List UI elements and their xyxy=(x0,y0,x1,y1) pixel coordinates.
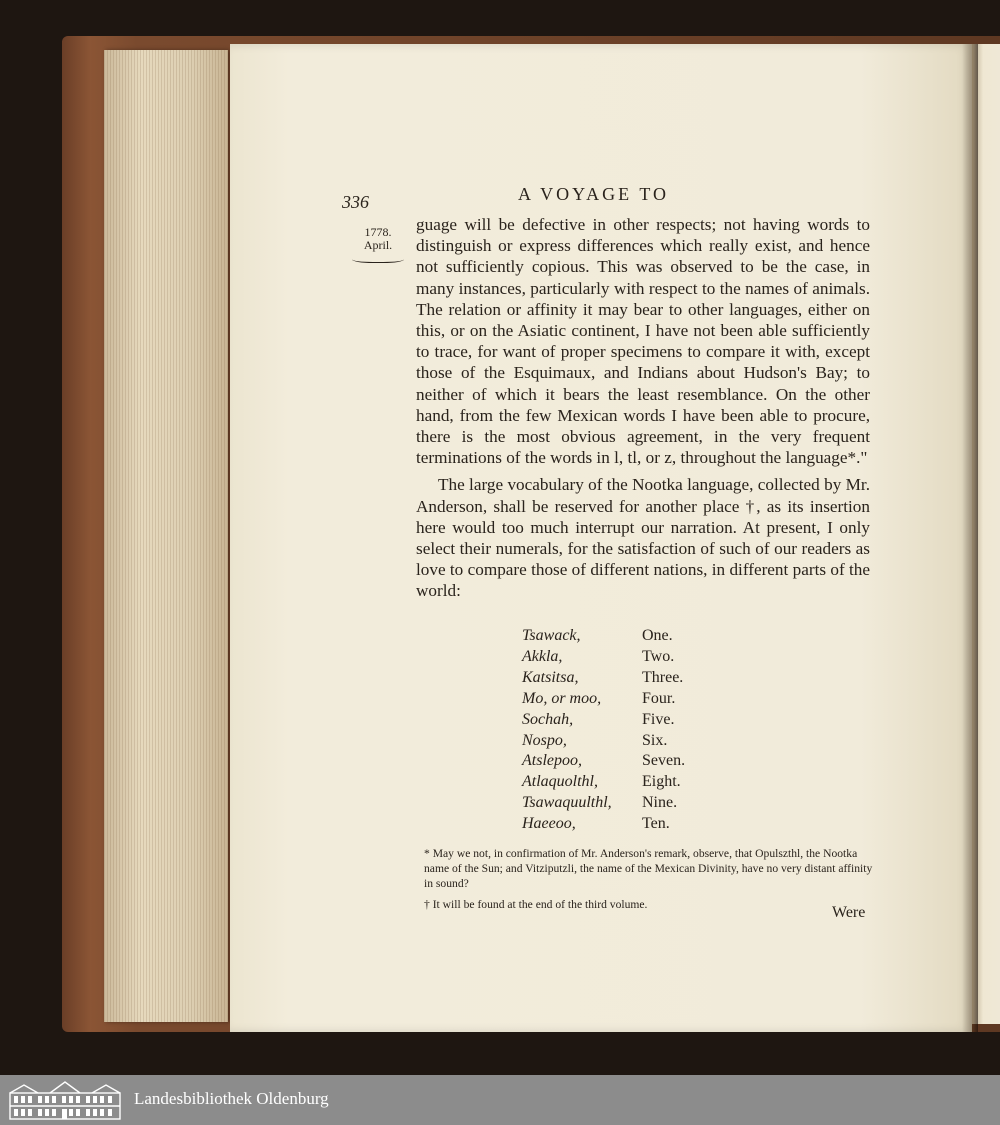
numeral-word: Nospo, xyxy=(522,731,567,749)
numeral-word: Haeeoo, xyxy=(522,815,576,833)
numeral-word: Akkla, xyxy=(522,647,563,665)
margin-note-year: 1778. xyxy=(364,225,392,239)
numeral-row xyxy=(522,814,722,835)
numeral-row xyxy=(522,731,722,752)
numeral-value: Ten. xyxy=(642,815,670,833)
library-name: Landesbibliothek Oldenburg xyxy=(134,1089,329,1108)
page-number: 336 xyxy=(342,192,369,212)
page-gutter xyxy=(962,44,978,1032)
numeral-row xyxy=(522,668,722,689)
numerals-list xyxy=(522,626,722,835)
numeral-word: Mo, or moo, xyxy=(522,689,602,707)
numeral-row xyxy=(522,647,722,668)
numeral-value: Four. xyxy=(642,689,676,707)
numeral-value: One. xyxy=(642,627,673,644)
margin-note-month: April. xyxy=(363,238,393,252)
numeral-row xyxy=(522,710,722,731)
paragraph: guage will be defective in other respects; not having words to distinguish or express differences which really exist, and hence not sufficiently copious. This was observed to be the case, in many instances, particularly with respect to the names of animals. The relation or affinity it may bear to other languages, either on this, or on the Asiatic continent, I have not been able sufficiently to trace, for want of proper specimens to compare it with, except those of the Esquimaux, and Indians about Hudson's Bay; to neither of which it bears the least resemblance. On the other hand, from the few Mexican words I have been able to procure, there is the most obvious agreement, in the very frequent terminations of the words in l, tl, or z, throughout the language*." xyxy=(416,215,870,468)
catchword: Were xyxy=(832,904,866,921)
margin-date-note xyxy=(350,226,406,263)
margin-brace-icon xyxy=(352,254,404,263)
page-edges xyxy=(104,50,228,1022)
numeral-word: Tsawaquulthl, xyxy=(522,794,612,812)
numeral-row xyxy=(522,751,722,772)
footnote: † It will be found at the end of the third volume. xyxy=(424,898,648,911)
running-head: A VOYAGE TO xyxy=(518,184,670,204)
numeral-word: Atlaquolthl, xyxy=(522,773,598,791)
numeral-row xyxy=(522,772,722,793)
numeral-value: Five. xyxy=(642,710,675,728)
numeral-value: Eight. xyxy=(642,773,681,791)
numeral-word: Tsawack, xyxy=(522,627,581,644)
numeral-row xyxy=(522,626,722,647)
numeral-word: Katsitsa, xyxy=(522,668,579,686)
numeral-word: Atslepoo, xyxy=(522,752,582,770)
footnotes xyxy=(424,846,876,912)
numeral-value: Nine. xyxy=(642,794,678,812)
numeral-word: Sochah, xyxy=(522,710,574,728)
numeral-value: Six. xyxy=(642,731,668,749)
library-footer-bar xyxy=(0,1075,1000,1125)
numeral-value: Two. xyxy=(642,647,675,665)
body-text xyxy=(416,214,870,602)
footnote: * May we not, in confirmation of Mr. Anderson's remark, observe, that Opulszthl, the Nootka name of the Sun; and Vitziputzli, the name of the Mexican Divinity, have no very distant affinity in sound? xyxy=(424,847,873,890)
library-building-icon xyxy=(8,1079,122,1121)
numeral-row xyxy=(522,793,722,814)
numeral-value: Three. xyxy=(642,668,684,686)
numeral-row xyxy=(522,689,722,710)
numeral-value: Seven. xyxy=(642,752,686,770)
paragraph: The large vocabulary of the Nootka language, collected by Mr. Anderson, shall be reserved for another place †, as its insertion here would too much interrupt our narration. At present, I only select their numerals, for the satisfaction of such of our readers as love to compare those of different nations, in different parts of the world: xyxy=(416,475,870,601)
